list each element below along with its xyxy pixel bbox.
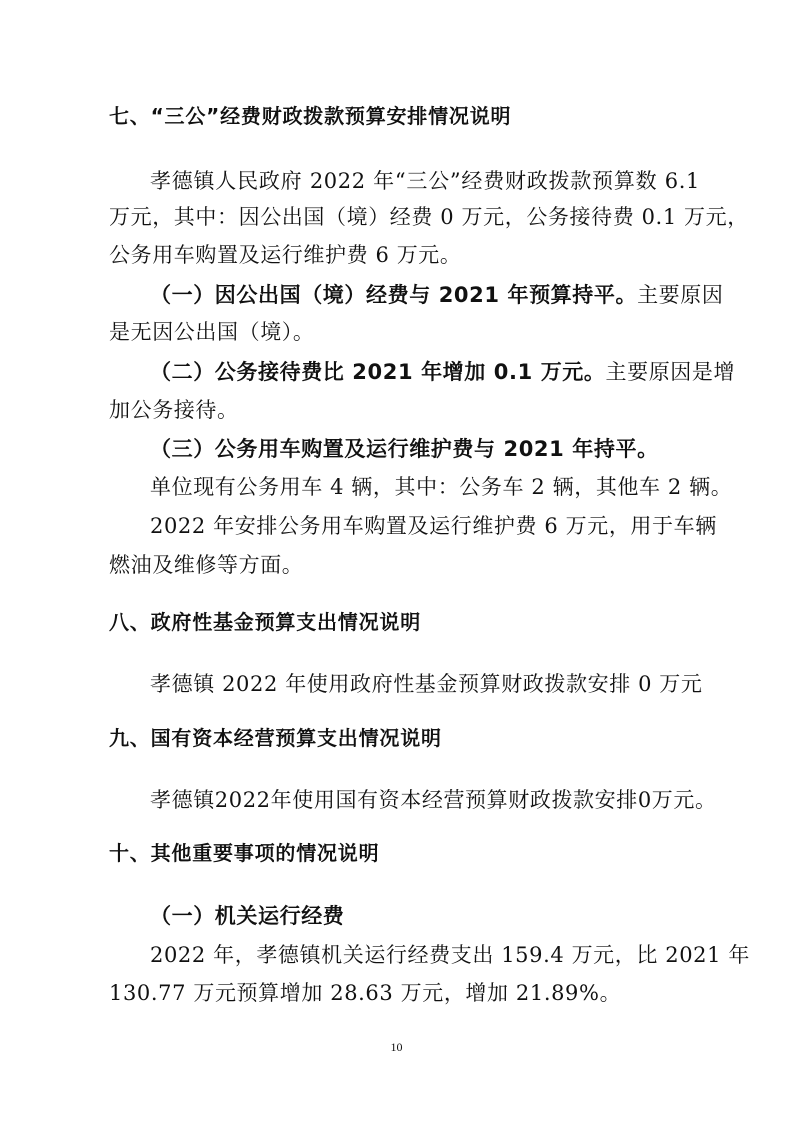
section-7-item-3-heading: （三）公务用车购置及运行维护费与 2021 年持平。 xyxy=(150,437,659,461)
section-7-item-1-cont: 是无因公出国（境）。 xyxy=(109,320,315,344)
item-2-bold: （二）公务接待费比 2021 年增加 0.1 万元。 xyxy=(150,360,606,384)
section-7-item-1 xyxy=(150,280,724,310)
section-7-intro-line-3: 公务用车购置及运行维护费 6 万元。 xyxy=(109,243,462,267)
section-7-item-2 xyxy=(150,357,736,387)
page-number: 10 xyxy=(390,1040,403,1054)
section-7-item-3-line-1: 单位现有公务用车 4 辆，其中：公务车 2 辆，其他车 2 辆。 xyxy=(150,475,733,499)
section-9-text: 孝德镇2022年使用国有资本经营预算财政拨款安排0万元。 xyxy=(150,788,717,812)
item-1-rest: 主要原因 xyxy=(637,283,724,307)
section-7-intro-line-1: 孝德镇人民政府 2022 年“三公”经费财政拨款预算数 6.1 xyxy=(150,169,700,193)
section-8-text: 孝德镇 2022 年使用政府性基金预算财政拨款安排 0 万元 xyxy=(150,672,703,696)
section-10-line-1: 2022 年，孝德镇机关运行经费支出 159.4 万元，比 2021 年 xyxy=(150,943,750,967)
section-7-intro-line-2: 万元，其中：因公出国（境）经费 0 万元，公务接待费 0.1 万元， xyxy=(109,205,749,229)
section-10-heading: 十、其他重要事项的情况说明 xyxy=(109,841,380,865)
section-10-line-2: 130.77 万元预算增加 28.63 万元，增加 21.89%。 xyxy=(109,981,622,1005)
section-7-heading: 七、“三公”经费财政拨款预算安排情况说明 xyxy=(109,104,512,128)
item-1-bold: （一）因公出国（境）经费与 2021 年预算持平。 xyxy=(150,283,638,307)
section-7-item-3-line-2: 2022 年安排公务用车购置及运行维护费 6 万元，用于车辆 xyxy=(150,514,717,538)
section-8-heading: 八、政府性基金预算支出情况说明 xyxy=(109,610,421,634)
section-9-heading: 九、国有资本经营预算支出情况说明 xyxy=(109,726,442,750)
section-10-sub-heading: （一）机关运行经费 xyxy=(150,904,345,928)
section-7-item-2-cont: 加公务接待。 xyxy=(109,398,239,422)
item-2-rest: 主要原因是增 xyxy=(605,360,736,384)
section-7-item-3-line-3: 燃油及维修等方面。 xyxy=(109,553,304,577)
